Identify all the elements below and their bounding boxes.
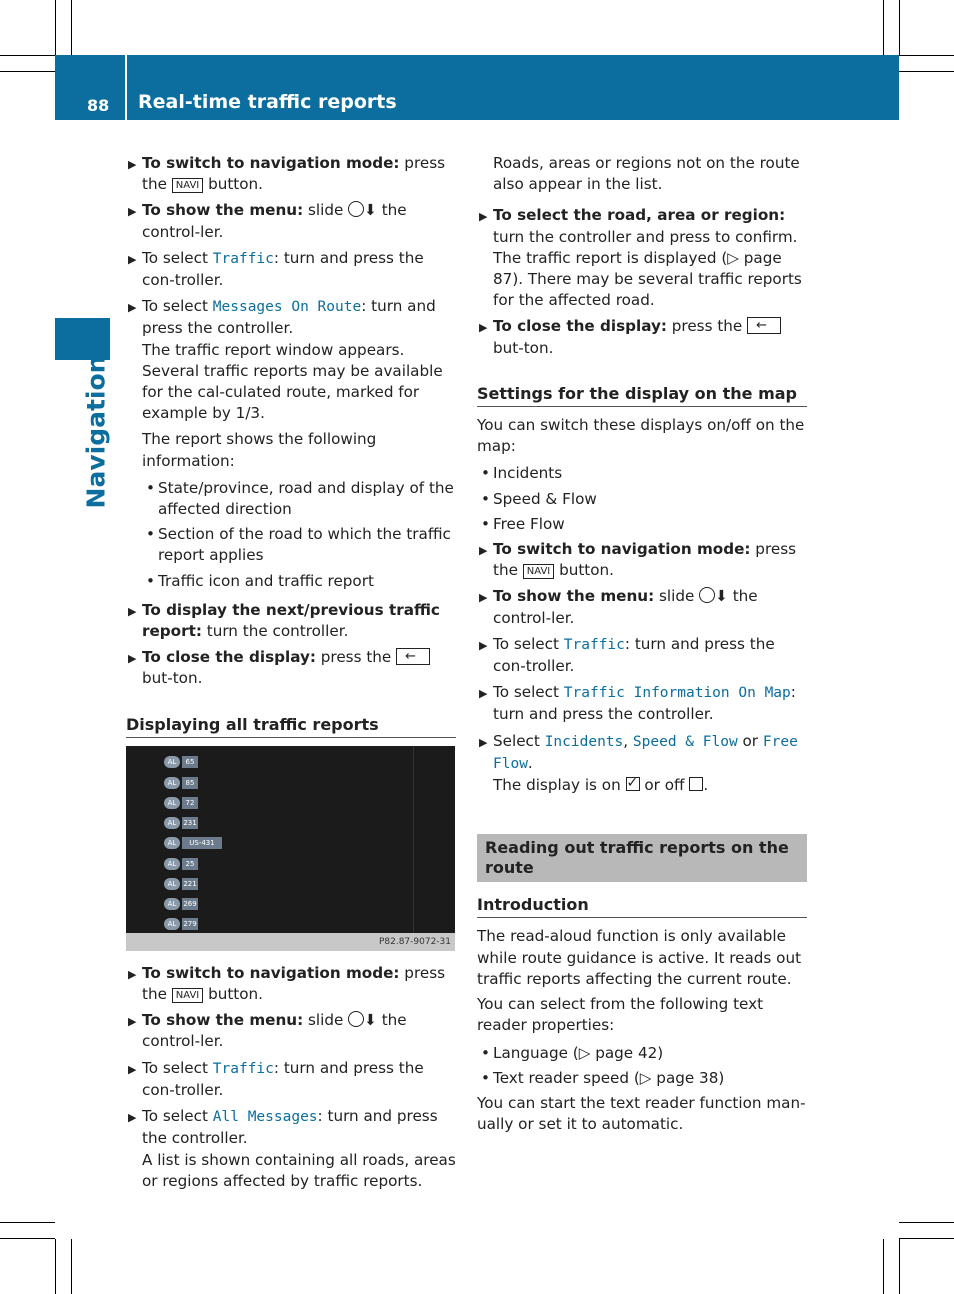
step-text: The display is on: [493, 776, 626, 795]
step-arrow-icon: ▶: [479, 321, 488, 335]
page-title: Real-time traffic reports: [138, 91, 397, 113]
step-text: turn the controller and press to confirm.: [493, 227, 798, 246]
step-bold: To show the menu:: [142, 201, 304, 220]
step: [126, 963, 456, 1005]
menu-item-ref: Traffic Information On Map: [563, 685, 791, 702]
step: [126, 1058, 456, 1101]
step: [477, 586, 807, 628]
step-bold: To switch to navigation mode:: [142, 154, 400, 172]
step-text: .: [527, 753, 533, 772]
screenshot-traffic-list: [126, 746, 455, 951]
step-text: but-ton.: [493, 338, 554, 357]
section-heading: Introduction: [477, 894, 807, 918]
step-bold: To show the menu:: [142, 1011, 304, 1030]
menu-item-ref: Messages On Route: [212, 299, 362, 316]
navi-key-icon: NAVI: [172, 178, 203, 193]
continued-text: Roads, areas or regions not on the route also appear in the list.: [493, 154, 800, 194]
step-result: The traffic report is displayed (▷ page 87). There may be several traffic reports for the affected road.: [493, 248, 802, 310]
menu-item-ref: All Messages: [212, 1109, 318, 1126]
step: [126, 600, 456, 642]
menu-item-ref: Speed & Flow: [632, 733, 738, 750]
step-bold: To show the menu:: [493, 587, 655, 606]
step-text: : turn and press the controller.: [142, 1107, 438, 1148]
step-text: Select: [493, 731, 545, 750]
slide-down-icon: ⬇: [715, 587, 728, 606]
checkbox-checked-icon: [626, 777, 640, 791]
step: [126, 1010, 456, 1052]
step-arrow-icon: ▶: [128, 652, 137, 666]
screenshot-row: AL 25: [164, 851, 198, 865]
left-column: [126, 153, 456, 1197]
step-text: the control-ler.: [142, 1011, 407, 1051]
crop-mark: [55, 0, 56, 55]
menu-item-ref: Traffic: [212, 250, 274, 267]
crop-mark: [899, 55, 954, 56]
info-text: The report shows the following information:: [142, 430, 377, 470]
step-arrow-icon: ▶: [479, 591, 488, 605]
step-result: A list is shown containing all roads, areas or regions affected by traffic reports.: [142, 1150, 456, 1190]
section-heading-grey: Reading out traffic reports on the route: [477, 834, 807, 882]
step-arrow-icon: ▶: [128, 301, 137, 315]
list-item: • Speed & Flow: [481, 489, 597, 508]
step: [477, 634, 807, 677]
step-arrow-icon: ▶: [479, 210, 488, 224]
step-text: : turn and press the con-troller.: [142, 1058, 424, 1099]
side-tab-label: Navigation: [81, 355, 111, 509]
step-text: press the: [142, 154, 446, 194]
step-text: press the: [315, 648, 397, 667]
step: [477, 731, 807, 797]
step-text: To select: [493, 634, 564, 653]
list-item: • State/province, road and display of the affected direction: [146, 478, 454, 519]
step: [126, 647, 456, 689]
crop-mark: [883, 1239, 884, 1294]
list-item: • Section of the road to which the traffic report applies: [146, 525, 451, 565]
step-bold: To switch to navigation mode:: [142, 963, 400, 982]
screenshot-row: AL 221: [164, 871, 198, 885]
step-text: or: [737, 731, 763, 750]
checkbox-unchecked-icon: [689, 777, 703, 791]
step-text: press the: [666, 317, 748, 336]
step-text: or off: [639, 776, 690, 795]
step-arrow-icon: ▶: [479, 687, 488, 701]
step-text: button.: [203, 175, 263, 194]
screenshot-row: AL 269: [164, 891, 198, 905]
crop-mark: [899, 71, 954, 72]
list-item: • Incidents: [481, 464, 563, 483]
screenshot-row: AL 72: [164, 790, 198, 804]
section-heading: Displaying all traffic reports: [126, 714, 456, 738]
step-arrow-icon: ▶: [479, 544, 488, 558]
step-bold: To display the next/previous traffic report:: [142, 600, 440, 641]
step-text: To select: [493, 683, 564, 702]
side-tab: [55, 318, 110, 360]
back-button-icon: [747, 317, 781, 334]
step-result: The traffic report window appears. Several traffic reports may be available for the cal-culated route, marked for example by 1/3.: [142, 340, 443, 423]
list-item: • Traffic icon and traffic report: [146, 571, 374, 590]
step-arrow-icon: ▶: [128, 604, 137, 618]
step-text: .: [703, 776, 709, 795]
step-text: press the: [142, 963, 446, 1004]
screenshot-row: AL 279: [164, 911, 198, 925]
step-text: : turn and press the con-troller.: [493, 634, 775, 676]
step: [477, 205, 807, 311]
screenshot-row: AL 65: [164, 749, 198, 763]
page-header: [55, 55, 899, 120]
crop-mark: [55, 1239, 56, 1294]
header-divider: [125, 55, 127, 120]
step: [126, 153, 456, 195]
crop-mark: [883, 0, 884, 55]
bullet-list: [477, 463, 807, 535]
step-text: the control-ler.: [493, 587, 758, 627]
step: [126, 200, 456, 242]
step-text: the control-ler.: [142, 201, 407, 241]
step: [126, 296, 456, 424]
step: [477, 682, 807, 725]
step-arrow-icon: ▶: [479, 735, 488, 749]
paragraph: The read-aloud function is only available while route guidance is active. It reads out traffic reports affecting the current route.: [477, 927, 802, 988]
step-text: button.: [554, 561, 614, 580]
step: [126, 248, 456, 291]
step-arrow-icon: ▶: [128, 205, 137, 219]
navi-key-icon: NAVI: [523, 564, 554, 579]
crop-mark: [0, 55, 55, 56]
step-text: slide: [654, 587, 700, 606]
step-text: slide: [303, 1011, 349, 1030]
crop-mark: [71, 0, 72, 55]
step-text: To select: [142, 1058, 213, 1077]
step-bold: To close the display:: [142, 648, 316, 667]
list-item: • Free Flow: [481, 514, 565, 533]
step-text: : turn and press the controller.: [142, 297, 436, 338]
slide-down-icon: ⬇: [364, 1011, 377, 1030]
screenshot-row: AL US-431: [164, 830, 222, 844]
step-text: To select: [142, 297, 213, 316]
page-number: 88: [87, 96, 110, 115]
crop-mark: [899, 1222, 954, 1223]
step-text: : turn and press the controller.: [493, 683, 796, 724]
navi-key-icon: NAVI: [172, 988, 203, 1003]
crop-mark: [899, 0, 900, 55]
crop-mark: [899, 1239, 900, 1294]
menu-item-ref: Traffic: [563, 636, 625, 653]
step: [126, 1106, 456, 1192]
step-text: slide: [303, 201, 349, 220]
right-column: [477, 153, 807, 1135]
list-item: • Text reader speed (▷ page 38): [481, 1068, 725, 1087]
step-arrow-icon: ▶: [128, 1062, 137, 1076]
step: [477, 539, 807, 581]
crop-mark: [899, 1238, 954, 1239]
step-text: : turn and press the con-troller.: [142, 248, 424, 290]
step-bold: To select the road, area or region:: [493, 206, 786, 225]
crop-mark: [0, 1222, 55, 1223]
crop-mark: [71, 1239, 72, 1294]
image-caption: P82.87-9072-31: [126, 933, 455, 951]
step-text: press the: [493, 540, 797, 580]
step-text: To select: [142, 248, 213, 267]
step-text: turn the controller.: [201, 622, 349, 641]
screenshot-row: AL 85: [164, 770, 198, 784]
bullet-list: [477, 1043, 807, 1089]
step-text: button.: [203, 985, 263, 1004]
menu-item-ref: Incidents: [544, 733, 624, 750]
section-heading: Settings for the display on the map: [477, 383, 807, 407]
back-button-icon: [396, 648, 430, 665]
step-arrow-icon: ▶: [128, 158, 137, 171]
controller-icon: [348, 201, 364, 217]
step-bold: To close the display:: [493, 317, 667, 336]
menu-item-ref: Free Flow: [493, 733, 798, 772]
controller-icon: [348, 1011, 364, 1027]
bullet-list: [126, 478, 456, 592]
slide-down-icon: ⬇: [364, 201, 377, 220]
step-arrow-icon: ▶: [128, 252, 137, 266]
step-bold: To switch to navigation mode:: [493, 540, 751, 559]
screenshot-divider: [413, 746, 414, 933]
step-text: but-ton.: [142, 669, 203, 688]
step-text: ,: [623, 731, 633, 750]
list-item: • Language (▷ page 42): [481, 1043, 664, 1062]
crop-mark: [0, 1238, 55, 1239]
paragraph: You can start the text reader function man-ually or set it to automatic.: [477, 1093, 806, 1134]
step-text: To select: [142, 1107, 213, 1126]
crop-mark: [0, 71, 55, 72]
menu-item-ref: Traffic: [212, 1060, 274, 1077]
intro-text: You can switch these displays on/off on the map:: [477, 416, 805, 456]
paragraph: You can select from the following text reader properties:: [477, 995, 764, 1035]
step-arrow-icon: ▶: [128, 1111, 137, 1125]
controller-icon: [699, 587, 715, 603]
screenshot-row: AL 231: [164, 810, 198, 824]
step: [477, 316, 807, 358]
step-arrow-icon: ▶: [128, 967, 137, 981]
step-arrow-icon: ▶: [479, 638, 488, 652]
step-arrow-icon: ▶: [128, 1015, 137, 1029]
